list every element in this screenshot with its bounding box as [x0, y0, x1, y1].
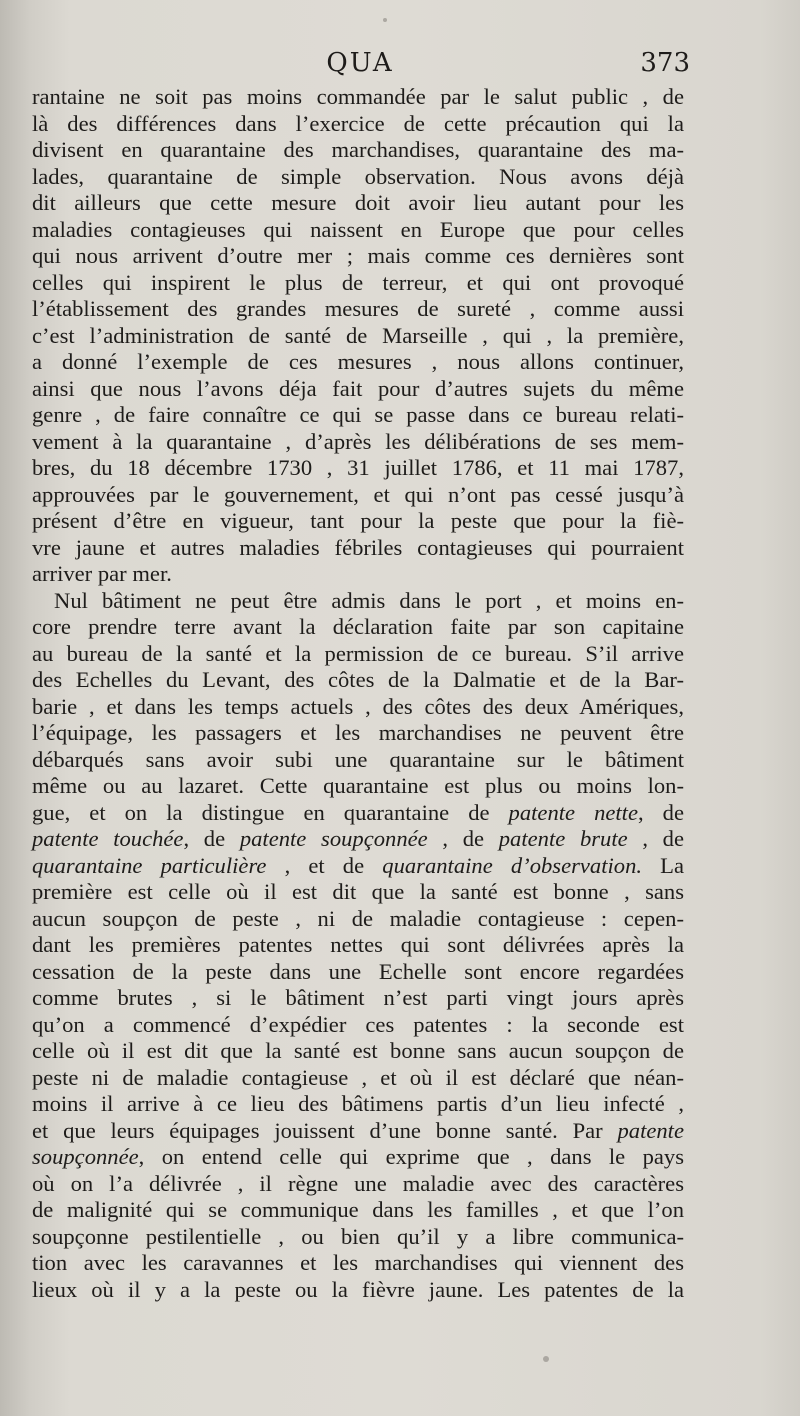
- text-run: présent d’être en vigueur, tant pour la peste que pour la fiè-: [32, 508, 684, 533]
- text-line: [32, 1144, 684, 1171]
- text-run: où on l’a délivrée , il règne une maladie avec des caractères: [32, 1170, 684, 1196]
- text-line: [32, 349, 684, 376]
- italic-text: patente: [617, 1117, 684, 1143]
- text-line: [32, 1012, 684, 1039]
- text-run: divisent en quarantaine des marchandises, quarantaine des ma-: [32, 137, 684, 162]
- text-line: [32, 402, 684, 429]
- text-line: [32, 508, 684, 535]
- text-line: [32, 614, 684, 641]
- text-run: La: [642, 852, 685, 878]
- running-title: QUA: [326, 48, 394, 78]
- italic-text: quarantaine d’observation.: [382, 852, 643, 878]
- text-run: maladies contagieuses qui naissent en Europe que pour celles: [32, 216, 684, 242]
- body-text: [32, 84, 684, 1303]
- text-run: barie , et dans les temps actuels , des côtes des deux Amériques,: [32, 693, 684, 719]
- paper-spot: [543, 1356, 549, 1362]
- text-run: approuvées par le gouvernement, et qui n’ont pas cessé jusqu’à: [32, 481, 684, 507]
- text-line: [32, 111, 684, 138]
- running-header: [30, 48, 690, 82]
- text-run: vre jaune et autres maladies fébriles contagieuses qui pourraient: [32, 534, 684, 560]
- text-run: soupçonne pestilentielle , ou bien qu’il y a libre communica-: [32, 1223, 684, 1249]
- text-run: a donné l’exemple de ces mesures , nous allons continuer,: [32, 349, 684, 374]
- text-line: [32, 641, 684, 668]
- text-run: , de: [637, 799, 684, 825]
- text-line: [32, 455, 684, 482]
- text-run: , et de: [266, 852, 383, 878]
- text-run: et que leurs équipages jouissent d’une bonne santé. Par: [32, 1117, 618, 1143]
- text-line: [32, 1277, 684, 1304]
- text-run: tion avec les caravannes et les marchandises qui viennent des: [32, 1250, 684, 1275]
- text-line: [32, 1038, 684, 1065]
- text-run: , de: [627, 826, 685, 851]
- text-line: [32, 826, 684, 853]
- text-run: débarqués sans avoir subi une quarantaine sur le bâtiment: [32, 746, 684, 772]
- text-run: lades, quarantaine de simple observation. Nous avons déjà: [32, 163, 684, 189]
- text-run: qui nous arrivent d’outre mer ; mais comme ces dernières sont: [32, 243, 684, 268]
- text-line: [32, 482, 684, 509]
- italic-text: quarantaine particulière: [32, 852, 267, 878]
- text-run: peste ni de maladie contagieuse , et où il est déclaré que néan-: [32, 1064, 684, 1090]
- text-run: core prendre terre avant la déclaration faite par son capitaine: [32, 614, 684, 639]
- text-run: gue, et on la distingue en quarantaine de: [32, 799, 509, 825]
- text-run: de malignité qui se communique dans les familles , et que l’on: [32, 1197, 684, 1222]
- text-line: [32, 561, 684, 588]
- text-line: [32, 800, 684, 827]
- text-run: arriver par mer.: [32, 561, 172, 586]
- text-line: [32, 1224, 684, 1251]
- text-run: Nul bâtiment ne peut être admis dans le port , et moins en-: [54, 587, 684, 613]
- text-run: au bureau de la santé et la permission de ce bureau. S’il arrive: [32, 640, 684, 666]
- italic-text: patente brute: [498, 826, 628, 851]
- text-line: [32, 323, 684, 350]
- text-run: , de: [183, 826, 240, 851]
- text-run: lieux où il y a la peste ou la fièvre jaune. Les patentes de la: [32, 1276, 684, 1302]
- text-line: [32, 243, 684, 270]
- text-run: , on entend celle qui exprime que , dans le pays: [138, 1144, 684, 1169]
- text-run: cessation de la peste dans une Echelle sont encore regardées: [32, 958, 684, 984]
- text-line: [32, 429, 684, 456]
- text-run: genre , de faire connaître ce qui se passe dans ce bureau relati-: [32, 402, 684, 427]
- text-run: bres, du 18 décembre 1730 , 31 juillet 1786, et 11 mai 1787,: [32, 455, 684, 480]
- text-line: [32, 588, 684, 615]
- text-run: celles qui inspirent le plus de terreur, et qui ont provoqué: [32, 269, 684, 295]
- text-line: [32, 270, 684, 297]
- page-number: 373: [640, 48, 690, 78]
- text-run: c’est l’administration de santé de Marseille , qui , la première,: [32, 322, 684, 348]
- italic-text: patente soupçonnée: [239, 826, 428, 851]
- text-run: aucun soupçon de peste , ni de maladie contagieuse : cepen-: [32, 905, 684, 931]
- text-line: [32, 1118, 684, 1145]
- text-run: première est celle où il est dit que la santé est bonne , sans: [32, 879, 684, 904]
- text-line: [32, 1171, 684, 1198]
- text-run: vement à la quarantaine , d’après les délibérations de ses mem-: [32, 428, 684, 454]
- text-line: [32, 164, 684, 191]
- italic-text: patente touchée: [32, 826, 184, 851]
- text-run: dant les premières patentes nettes qui sont délivrées après la: [32, 932, 684, 957]
- text-line: [32, 773, 684, 800]
- text-line: [32, 985, 684, 1012]
- text-run: l’équipage, les passagers et les marchandises ne peuvent être: [32, 720, 684, 745]
- text-line: [32, 694, 684, 721]
- text-run: comme brutes , si le bâtiment n’est parti vingt jours après: [32, 985, 684, 1010]
- text-line: [32, 535, 684, 562]
- text-run: qu’on a commencé d’expédier ces patentes : la seconde est: [32, 1011, 684, 1037]
- text-line: [32, 1197, 684, 1224]
- text-run: des Echelles du Levant, des côtes de la Dalmatie et de la Bar-: [32, 667, 684, 692]
- text-run: rantaine ne soit pas moins commandée par le salut public , de: [32, 84, 684, 109]
- text-line: [32, 1250, 684, 1277]
- text-line: [32, 84, 684, 111]
- text-run: dit ailleurs que cette mesure doit avoir lieu autant pour les: [32, 190, 684, 215]
- text-line: [32, 853, 684, 880]
- text-run: ainsi que nous l’avons déja fait pour d’autres sujets du même: [32, 375, 684, 401]
- text-line: [32, 720, 684, 747]
- text-line: [32, 906, 684, 933]
- text-run: moins il arrive à ce lieu des bâtimens partis d’un lieu infecté ,: [32, 1091, 684, 1116]
- text-line: [32, 217, 684, 244]
- text-line: [32, 959, 684, 986]
- italic-text: patente nette: [508, 799, 638, 825]
- text-line: [32, 137, 684, 164]
- text-run: même ou au lazaret. Cette quarantaine est plus ou moins lon-: [32, 773, 684, 798]
- text-line: [32, 747, 684, 774]
- text-line: [32, 667, 684, 694]
- text-line: [32, 190, 684, 217]
- paper-spot: [383, 18, 387, 22]
- text-line: [32, 932, 684, 959]
- text-line: [32, 879, 684, 906]
- text-line: [32, 1065, 684, 1092]
- text-run: , de: [427, 826, 499, 851]
- text-line: [32, 296, 684, 323]
- text-run: l’établissement des grandes mesures de sureté , comme aussi: [32, 296, 684, 321]
- text-line: [32, 376, 684, 403]
- text-run: là des différences dans l’exercice de cette précaution qui la: [32, 110, 684, 136]
- text-run: celle où il est dit que la santé est bonne sans aucun soupçon de: [32, 1038, 684, 1063]
- text-line: [32, 1091, 684, 1118]
- italic-text: soupçonnée: [32, 1144, 139, 1169]
